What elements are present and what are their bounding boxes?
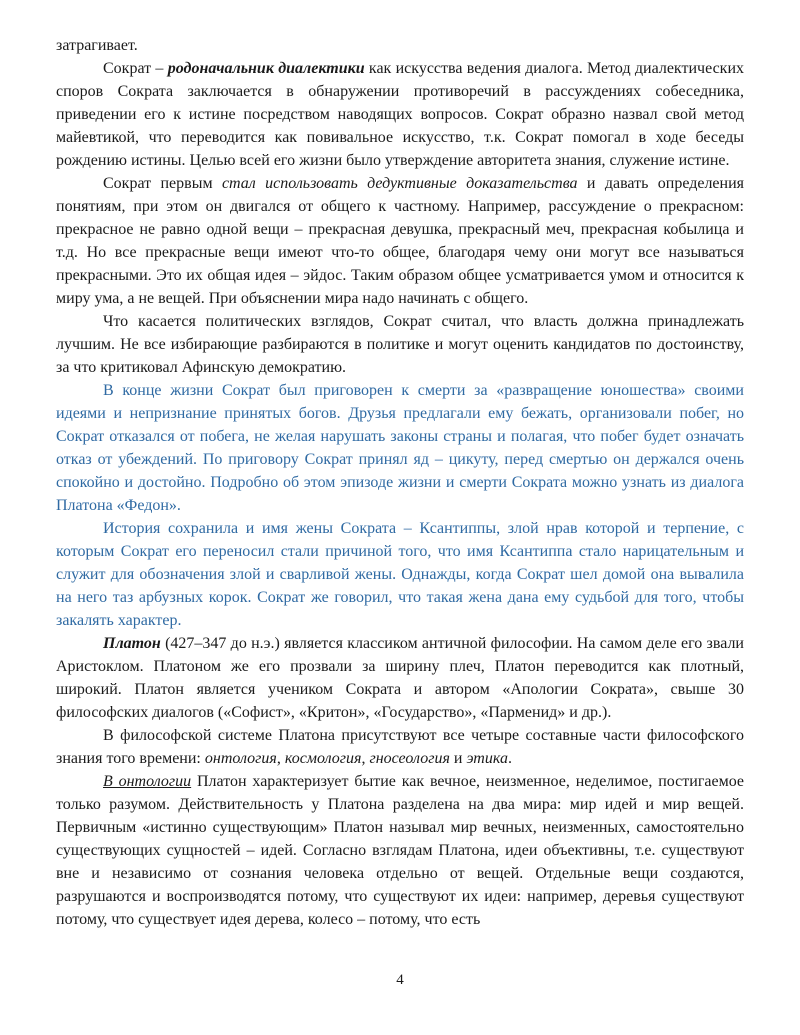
- paragraph-plato-intro: [56, 632, 744, 724]
- text-run: ,: [361, 750, 370, 767]
- text-run: и: [449, 750, 467, 767]
- text-run: .: [507, 750, 512, 767]
- text-run: (427–347 до н.э.) является классиком античной философии. На самом деле его звали Аристоклом. Платоном же его прозвали за ширину плеч, Платон переводится как плотный, широкий. Платон является учеником Сократа и автором «Апологии Сократа», свыше 30 философских диалогов («Софист», «Критон», «Государство», «Парменид» и др.).: [56, 635, 744, 721]
- paragraph-socrates-dialectics: [56, 57, 744, 172]
- paragraph-plato-system: [56, 724, 744, 770]
- emphasis-term: стал использовать дедуктивные доказательства: [221, 175, 578, 192]
- page-number: 4: [396, 972, 404, 988]
- document-page: [56, 34, 744, 931]
- emphasis-term: родоначальник диалектики: [167, 60, 365, 77]
- emphasis-name: Платон: [103, 635, 161, 652]
- text-run: В философской системе Платона присутствуют все четыре составные части философского знания того времени:: [56, 727, 744, 767]
- paragraph-socrates-politics: Что касается политических взглядов, Сократ считал, что власть должна принадлежать лучшим. Не все избирающие разбираются в политике и могут оценить кандидатов по достоинству, за что критиковал Афинскую демократию.: [56, 313, 744, 376]
- text-run: и давать определения понятиям, при этом он двигался от общего к частному. Например, рассуждение о прекрасном: прекрасное не равно одной вещи – прекрасная девушка, прекрасный меч, прекрасная кобылица и т.д. Но все прекрасные вещи имеют что-то общее, благодаря чему они могут все называться прекрасными. Это их общая идея – эйдос. Таким образом общее усматривается умом и относится к миру ума, а не вещей. При объяснении мира надо начинать с общего.: [56, 175, 745, 307]
- text-run: как искусства ведения диалога. Метод диалектических споров Сократа заключается в обнаружении противоречий в рассуждениях собеседника, приведении его к истине посредством наводящих вопросов. Сократ образно назвал свой метод майевтикой, что переводится как повивальное искусство, т.к. Сократ помогал в ходе беседы рождению истины. Целью всей его жизни было утверждение авторитета знания, служение истине.: [56, 60, 745, 169]
- text-run: Сократ первым: [103, 175, 222, 192]
- text-run: ,: [276, 750, 285, 767]
- text-run: Сократ –: [103, 60, 168, 77]
- emphasis-term: онтология: [204, 750, 277, 767]
- section-heading-ontology: В онтологии: [103, 773, 192, 790]
- paragraph-socrates-death: В конце жизни Сократ был приговорен к смерти за «развращение юношества» своими идеями и непризнание принятых богов. Друзья предлагали ему бежать, организовали побег, но Сократ отказался от побега, не желая нарушать законы страны и полагая, что побег будет означать отказ от убеждений. По приговору Сократ принял яд – цикуту, перед смертью он держался очень спокойно и достойно. Подробно об этом эпизоде жизни и смерти Сократа можно узнать из диалога Платона «Федон».: [56, 382, 744, 514]
- emphasis-term: гносеология: [369, 750, 450, 767]
- paragraph-xanthippe: История сохранила и имя жены Сократа – Ксантиппы, злой нрав которой и терпение, с которым Сократ его переносил стали причиной того, что имя Ксантиппа стало нарицательным и служит для обозначения злой и сварливой жены. Однажды, когда Сократ шел домой она вывалила на него таз арбузных корок. Сократ же говорил, что такая жена дана ему судьбой для того, чтобы закалять характер.: [56, 520, 744, 629]
- emphasis-term: космология: [284, 750, 362, 767]
- paragraph-socrates-deduction: [56, 172, 744, 310]
- text-run: Платон характеризует бытие как вечное, неизменное, неделимое, постигаемое только разумом. Действительность у Платона разделена на два мира: мир идей и мир вещей. Первичным «истинно существующим» Платон называл мир вечных, неизменных, самостоятельно существующих сущностей – идей. Согласно взглядам Платона, идеи объективны, т.е. существуют вне и независимо от сознания человека отдельно от вещей. Отдельные вещи создаются, разрушаются и воспроизводятся потому, что существуют их идеи: например, деревья существуют потому, что существует идея дерева, колесо – потому, что есть: [56, 773, 745, 928]
- emphasis-term: этика: [466, 750, 508, 767]
- paragraph-plato-ontology: [56, 770, 744, 931]
- paragraph-continuation: затрагивает.: [56, 37, 138, 54]
